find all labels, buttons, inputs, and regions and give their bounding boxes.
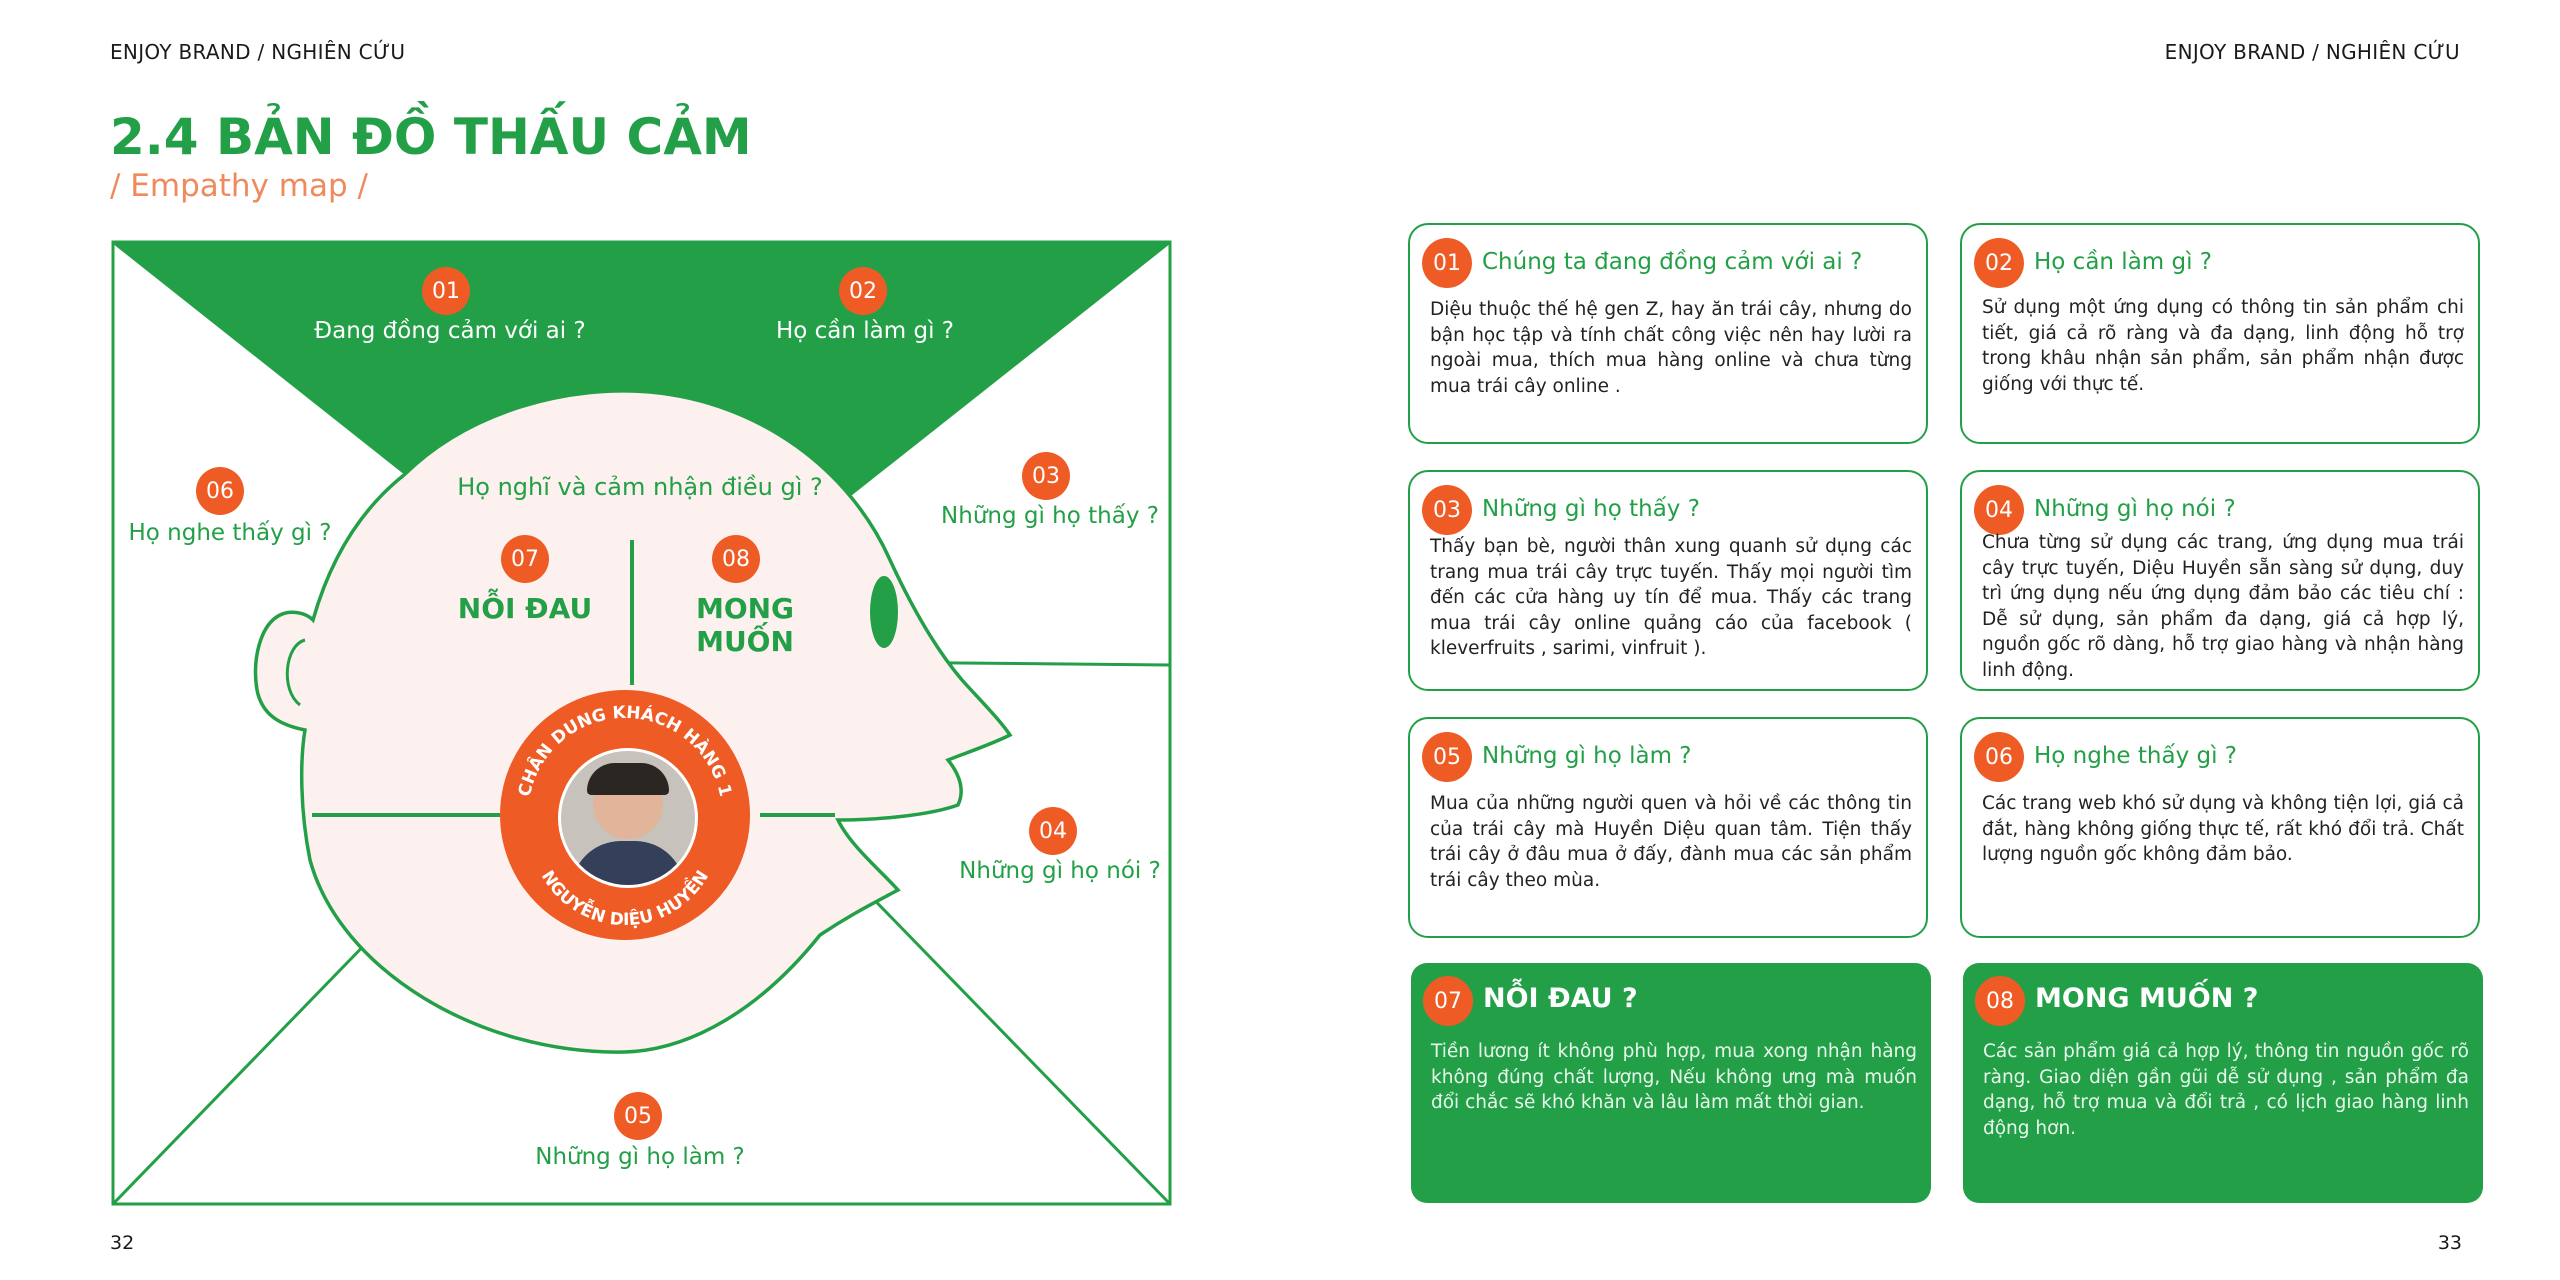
map-label-06: Họ nghe thấy gì ? xyxy=(128,520,332,546)
card-badge: 08 xyxy=(1975,976,2025,1026)
card-02 xyxy=(1960,223,2480,444)
running-header-right: ENJOY BRAND / NGHIÊN CỨU xyxy=(2164,40,2460,64)
map-badge-06: 06 xyxy=(196,467,244,515)
svg-text:NGUYỄN DIỆU HUYỀN xyxy=(537,867,713,930)
card-07-pain xyxy=(1411,963,1931,1203)
card-badge: 02 xyxy=(1974,238,2024,288)
card-08-wish xyxy=(1963,963,2483,1203)
card-title: Những gì họ nói ? xyxy=(2034,496,2236,522)
map-label-08: MONG MUỐN xyxy=(695,592,795,658)
page-subtitle: / Empathy map / xyxy=(110,168,368,204)
map-badge-05: 05 xyxy=(614,1092,662,1140)
card-body: Sử dụng một ứng dụng có thông tin sản phẩm chi tiết, giá cả rõ ràng và đa dạng, linh động hỗ trợ trong khâu nhận sản phẩm, sản phẩm nhận được giống với thực tế. xyxy=(1982,297,2464,395)
running-header-left: ENJOY BRAND / NGHIÊN CỨU xyxy=(110,40,406,64)
map-badge-07: 07 xyxy=(501,535,549,583)
card-body: Các trang web khó sử dụng và không tiện lợi, giá cả đắt, hàng không giống thực tế, rất khó đổi trả. Chất lượng nguồn gốc không đảm bảo. xyxy=(1982,793,2464,865)
page-number-right: 33 xyxy=(2437,1232,2462,1254)
eye-shape xyxy=(870,576,898,648)
card-body: Diệu thuộc thế hệ gen Z, hay ăn trái cây, nhưng do bận học tập và tính chất công việc nên hay lười ra ngoài mua, thích mua hàng online và chưa từng mua trái cây online . xyxy=(1430,299,1912,397)
card-body: Chưa từng sử dụng các trang, ứng dụng mua trái cây trực tuyến, Diệu Huyền sẵn sàng sử dụng, duy trì ứng dụng nếu ứng dụng đảm bảo các tiêu chí : Dễ sử dụng, sản phẩm đa dạng, giá cả hợp lý, nguồn gốc rõ dàng, hỗ trợ giao hàng và nhận hàng linh động. xyxy=(1982,532,2464,681)
map-label-07: NỖI ĐAU xyxy=(457,592,593,625)
card-title: Chúng ta đang đồng cảm với ai ? xyxy=(1482,249,1863,275)
card-06 xyxy=(1960,717,2480,938)
page-number-left: 32 xyxy=(110,1232,135,1254)
card-badge: 06 xyxy=(1974,732,2024,782)
card-body: Tiền lương ít không phù hợp, mua xong nhận hàng không đúng chất lượng, Nếu không ưng mà muốn đổi chắc sẽ khó khăn và lâu làm mất thời gian. xyxy=(1431,1041,1917,1113)
persona-title: CHÂN DUNG KHÁCH HÀNG 1 xyxy=(514,702,736,799)
persona-name: NGUYỄN DIỆU HUYỀN xyxy=(536,867,714,931)
card-badge: 04 xyxy=(1974,485,2024,535)
card-title: Những gì họ thấy ? xyxy=(1482,496,1700,522)
map-label-02: Họ cần làm gì ? xyxy=(775,318,954,344)
card-title: Họ nghe thấy gì ? xyxy=(2034,743,2238,769)
card-body: Mua của những người quen và hỏi về các thông tin của trái cây mà Huyền Diệu quan tâm. Tiện thấy trái cây ở đâu mua ở đấy, đành mua các sản phẩm trái cây theo mùa. xyxy=(1430,793,1912,891)
map-badge-02: 02 xyxy=(839,267,887,315)
page-title: 2.4 BẢN ĐỒ THẤU CẢM xyxy=(110,108,752,166)
card-badge: 07 xyxy=(1423,976,1473,1026)
card-04 xyxy=(1960,470,2480,691)
card-badge: 05 xyxy=(1422,732,1472,782)
card-body: Thấy bạn bè, người thân xung quanh sử dụng các trang mua trái cây trực tuyến. Thấy mọi người tìm đến các cửa hàng uy tín để mua. Thấy các trang mua trái cây online quảng cáo của facebook ( kleverfruits , sarimi, vinfruit ). xyxy=(1430,536,1912,659)
card-title: Họ cần làm gì ? xyxy=(2034,249,2213,275)
map-badge-08: 08 xyxy=(712,535,760,583)
map-label-04: Những gì họ nói ? xyxy=(959,858,1161,884)
map-label-05: Những gì họ làm ? xyxy=(535,1144,745,1170)
persona-ring-text xyxy=(500,690,750,940)
card-title: Những gì họ làm ? xyxy=(1482,743,1692,769)
map-label-03: Những gì họ thấy ? xyxy=(941,503,1159,529)
map-badge-03: 03 xyxy=(1022,452,1070,500)
card-01 xyxy=(1408,223,1928,444)
map-badge-01: 01 xyxy=(422,267,470,315)
map-label-01: Đang đồng cảm với ai ? xyxy=(314,318,586,344)
map-label-think: Họ nghĩ và cảm nhận điều gì ? xyxy=(457,473,823,501)
empathy-map-diagram xyxy=(0,0,1240,1280)
card-badge: 01 xyxy=(1422,238,1472,288)
card-body: Các sản phẩm giá cả hợp lý, thông tin nguồn gốc rõ ràng. Giao diện gần gũi dễ sử dụng , sản phẩm đa dạng, hỗ trợ mua và đổi trả , có lịch giao hàng linh động hơn. xyxy=(1983,1041,2469,1139)
map-badge-04: 04 xyxy=(1029,807,1077,855)
card-05 xyxy=(1408,717,1928,938)
svg-text:CHÂN DUNG KHÁCH HÀNG 1 xyxy=(515,702,735,798)
card-title: NỖI ĐAU ? xyxy=(1483,983,1638,1014)
card-title: MONG MUỐN ? xyxy=(2035,983,2259,1014)
card-badge: 03 xyxy=(1422,485,1472,535)
card-03 xyxy=(1408,470,1928,691)
